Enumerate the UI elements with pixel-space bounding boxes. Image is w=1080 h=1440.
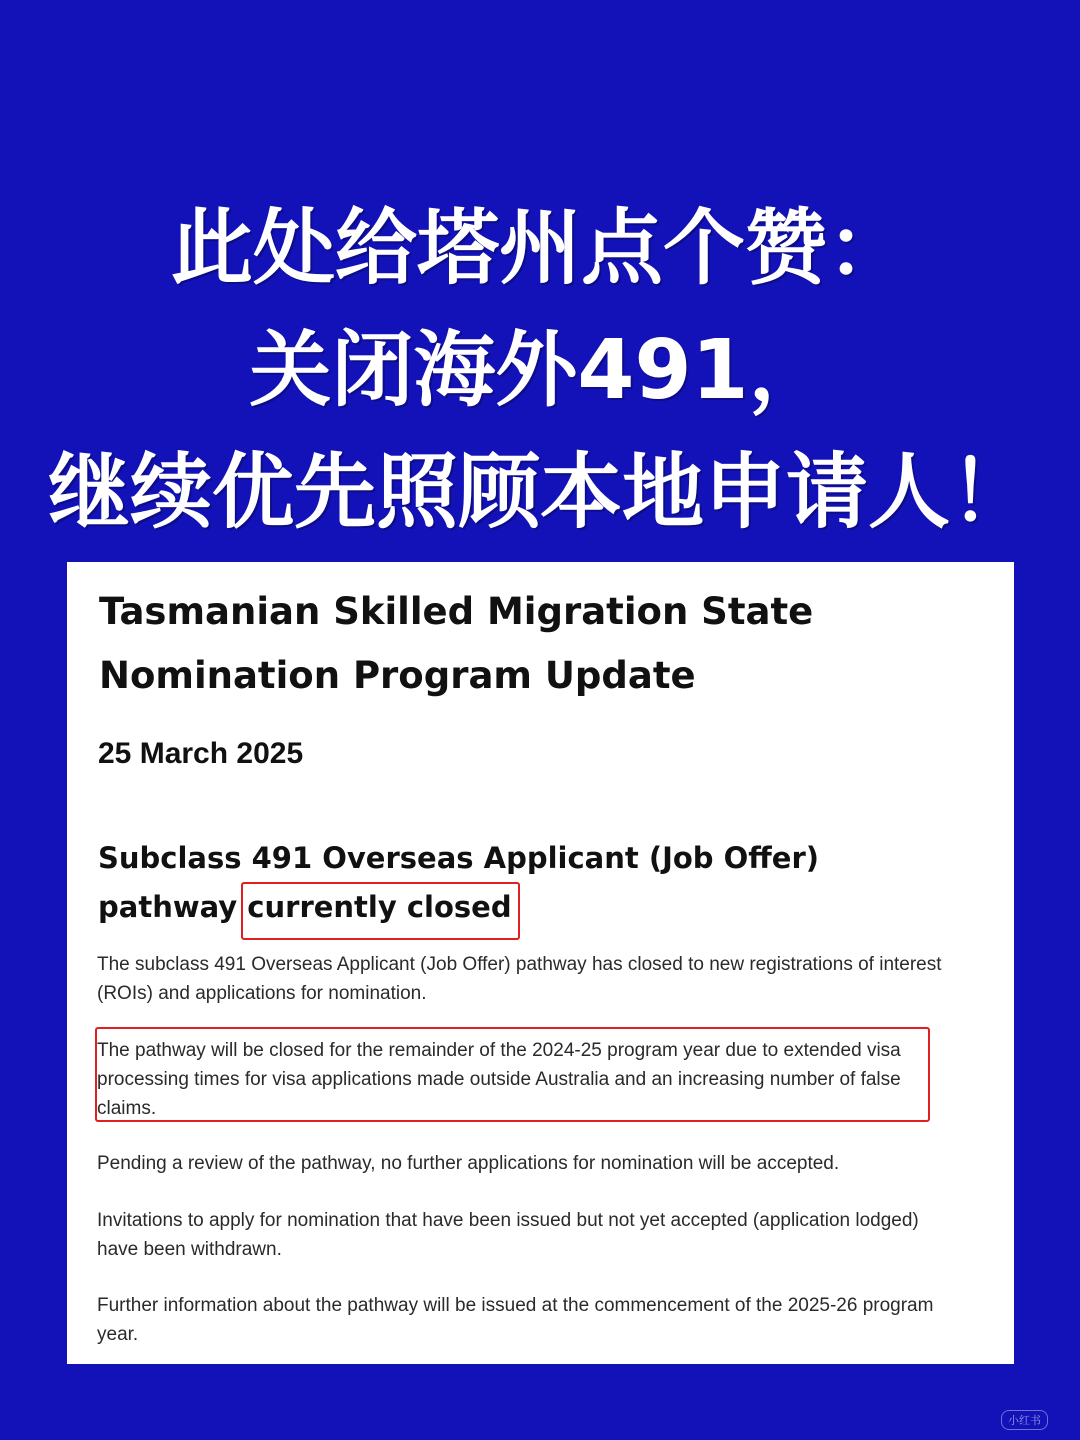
- paragraph-pending-review: Pending a review of the pathway, no further applications for nomination will be accepted.: [97, 1153, 840, 1174]
- highlight-box-closure-reason: [95, 1027, 930, 1122]
- headline: [0, 188, 1080, 554]
- announcement-card: [67, 562, 1014, 1364]
- headline-line-3: 继续优先照顾本地申请人！: [47, 445, 1032, 540]
- headline-line-1: 此处给塔州点个赞：: [170, 201, 909, 296]
- paragraph-invitations-withdrawn: Invitations to apply for nomination that have been issued but not yet accepted (application lodged) have been withdrawn.: [97, 1210, 919, 1260]
- paragraph-further-information: Further information about the pathway will be issued at the commencement of the 2025-26 program year.: [97, 1295, 934, 1345]
- watermark-logo: 小红书: [1001, 1410, 1048, 1430]
- headline-line-2: 关闭海外491，: [249, 323, 831, 418]
- highlight-box-currently-closed: [241, 882, 520, 940]
- document-date: 25 March 2025: [98, 737, 304, 770]
- document-title: Tasmanian Skilled Migration State Nomination Program Update: [99, 590, 814, 697]
- paragraph-closure-reason: The pathway will be closed for the remainder of the 2024-25 program year due to extended visa processing times for visa applications made outside Australia and an increasing number of false claims.: [97, 1040, 901, 1119]
- section-heading: Subclass 491 Overseas Applicant (Job Offer) pathway currently closed: [98, 841, 820, 924]
- paragraph-closed-notice: The subclass 491 Overseas Applicant (Job Offer) pathway has closed to new registrations of interest (ROIs) and applications for nomination.: [97, 954, 942, 1004]
